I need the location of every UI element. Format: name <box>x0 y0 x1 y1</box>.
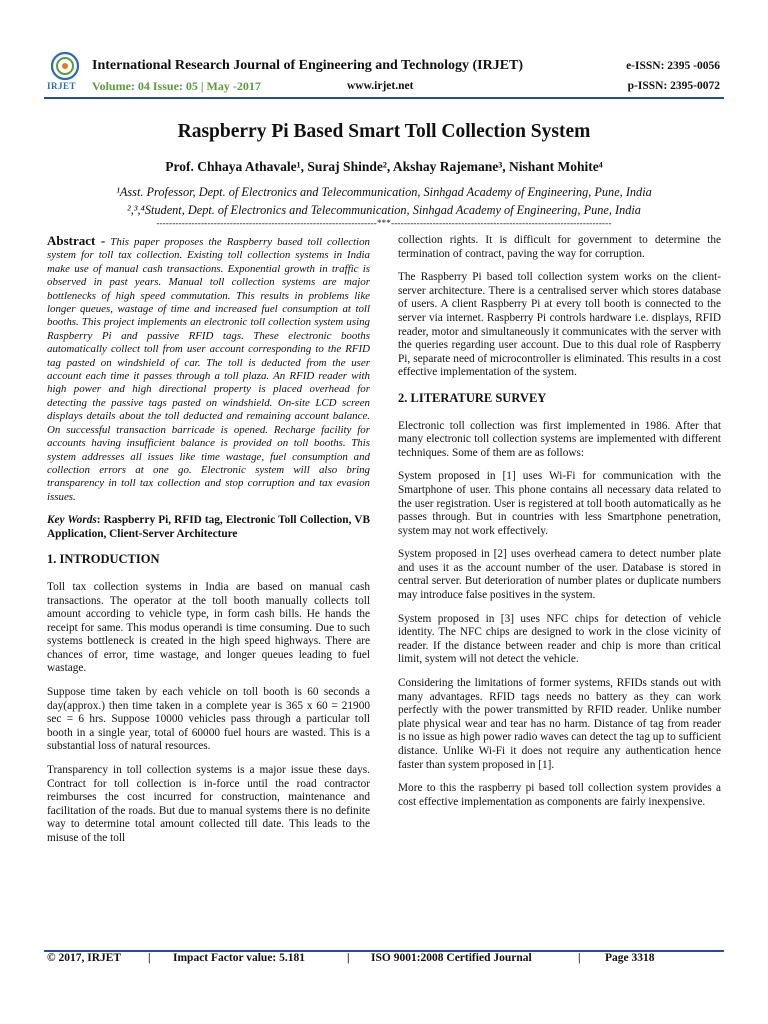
right-column <box>398 234 721 819</box>
literature-paragraph: System proposed in [2] uses overhead camera to detect number plate and uses it as the account number of the user. Database is stored in central server. But deterioration of number plates or duplicate numbers may introduce false positives in the system. <box>398 548 721 602</box>
footer-separator: | <box>347 952 350 964</box>
keywords <box>47 514 370 541</box>
footer-separator: | <box>578 952 581 964</box>
intro-paragraph: Toll tax collection systems in India are based on manual cash transactions. The operator at the toll booth manually collects toll amount according to vehicle type, in form cash bills. He hands the receipt for same. This modus operandi is time consuming. Due to such systems bottleneck is created in the high speed highways. There are chances of error, time wastage, and longer queues leading to fuel wastage. <box>47 580 370 675</box>
intro-continued-paragraph: The Raspberry Pi based toll collection system works on the client-server architecture. There is a centralised server which stores database of users. A client Raspberry Pi at every toll booth is connected to the server via internet. Raspberry Pi controls hardware i.e. displays, RFID reader, motor and simultaneously it communicates with the server with the queries regarding user account. Due to this dual role of Raspberry Pi, separate need of microcontroller is eliminated. This results in a cost effective implementation of the system. <box>398 271 721 379</box>
heading-literature-survey: 2. LITERATURE SURVEY <box>398 390 547 405</box>
abstract <box>47 234 370 504</box>
paper-title: Raspberry Pi Based Smart Toll Collection System <box>177 121 591 142</box>
affiliation-2: ²,³,⁴Student, Dept. of Electronics and Telecommunication, Sinhgad Academy of Engineering, Pune, India <box>127 203 641 217</box>
abstract-label: Abstract - <box>47 233 106 248</box>
volume-issue: Volume: 04 Issue: 05 | May -2017 <box>92 79 261 93</box>
footer-separator: | <box>148 952 151 964</box>
footer-iso: ISO 9001:2008 Certified Journal <box>371 952 532 964</box>
footer-page-number: Page 3318 <box>605 952 655 964</box>
abstract-text: This paper proposes the Raspberry based toll collection system for toll tax collection. Existing toll collection systems in India make use of manual cash transactions. Exponential growth in traffic is observed in past years. Manual toll collection systems are major bottlenecks of high speed commutation. This results in problems like longer queues, wastage of time and increased fuel consumption at toll booths. This project implements an electronic toll collection system using Raspberry Pi and passive RFID tags. These electronic booths automatically collect toll from user account corresponding to the RFID tag pasted on windshield of car. The toll is deducted from the user account each time it passes through a toll plaza. An RFID reader with high power and high directional property is placed overhead for detecting the passive tags pasted on windshield. On-site LCD screen displays details about the toll deducted and remaining account balance. On successful transaction barricade is opened. Recharge facility for accounts having insufficient balance is provided on toll booths. This system addresses all issues like time wastage, fuel consumption and collection errors at one go. Electronic system will also bring transparency in toll tax collection and stop corruption and tax evasion issues. <box>47 236 370 503</box>
literature-paragraph: Electronic toll collection was first implemented in 1986. After that many electronic toll collection systems are implemented with different techniques. Some of them are as follows: <box>398 419 721 459</box>
intro-continued-paragraph: collection rights. It is difficult for government to determine the termination of contract, paving the way for corruption. <box>398 234 721 260</box>
footer-impact-factor: Impact Factor value: 5.181 <box>173 952 306 964</box>
header-rule <box>44 97 724 99</box>
keywords-text: : Raspberry Pi, RFID tag, Electronic Toll Collection, VB Application, Client-Server Architecture <box>47 514 370 540</box>
journal-website[interactable]: www.irjet.net <box>347 80 414 92</box>
section-divider: ---------------------------------------------------------------------***--------------------------------------------------------------------- <box>156 218 612 228</box>
keywords-label: Key Words <box>47 514 97 527</box>
authors: Prof. Chhaya Athavale¹, Suraj Shinde², Akshay Rajemane³, Nishant Mohite⁴ <box>165 159 603 174</box>
journal-name: International Research Journal of Engineering and Technology (IRJET) <box>92 58 524 73</box>
affiliation-1: ¹Asst. Professor, Dept. of Electronics and Telecommunication, Sinhgad Academy of Engineering, Pune, India <box>116 185 652 199</box>
logo-text: IRJET <box>47 81 77 91</box>
literature-paragraph: More to this the raspberry pi based toll collection system provides a cost effective implementation as components are fairly inexpensive. <box>398 782 721 808</box>
intro-paragraph: Suppose time taken by each vehicle on toll booth is 60 seconds a day(approx.) then time taken in a complete year is 365 x 60 = 21900 sec = 6 hrs. Suppose 10000 vehicles pass through a particular toll booth in a single year, total of 60000 fuel hours are wasted. This is a substantial loss of natural resources. <box>47 686 370 753</box>
literature-paragraph: System proposed in [1] uses Wi-Fi for communication with the Smartphone of user. This phone contains all necessary data related to the user registration. User is registered at toll booth automatically as he passes through. But in countries with less Smartphone penetration, system may not work effectively. <box>398 470 721 537</box>
left-column <box>47 234 370 856</box>
e-issn: e-ISSN: 2395 -0056 <box>626 60 720 72</box>
literature-paragraph: Considering the limitations of former systems, RFIDs stands out with many advantages. RFID tags needs no battery as they can work perfectly with the power transmitted by RFID reader. Unlike number plate physical wear and tear has no harm. Distance of tag from reader is no issue as high power radio waves can detect the tag up to sufficient distance. Unlike Wi-Fi it does not require any authentication hence faster than system proposed in [1]. <box>398 677 721 771</box>
intro-paragraph: Transparency in toll collection systems is a major issue these days. Contract for toll collection is in-force until the road contractor reimburses the cost incurred for construction, maintenance and facilitation of the roads. But due to manual systems there is no definite way to determine total amount collected till date. This leads to the misuse of the toll <box>47 764 370 844</box>
literature-paragraph: System proposed in [3] uses NFC chips for detection of vehicle identity. The NFC chips are designed to work in the close vicinity of reader. If the distance between reader and chip is more than critical limit, system will not detect the vehicle. <box>398 612 721 666</box>
p-issn: p-ISSN: 2395-0072 <box>627 80 720 92</box>
heading-introduction: 1. INTRODUCTION <box>47 552 160 567</box>
footer-copyright: © 2017, IRJET <box>47 952 122 964</box>
